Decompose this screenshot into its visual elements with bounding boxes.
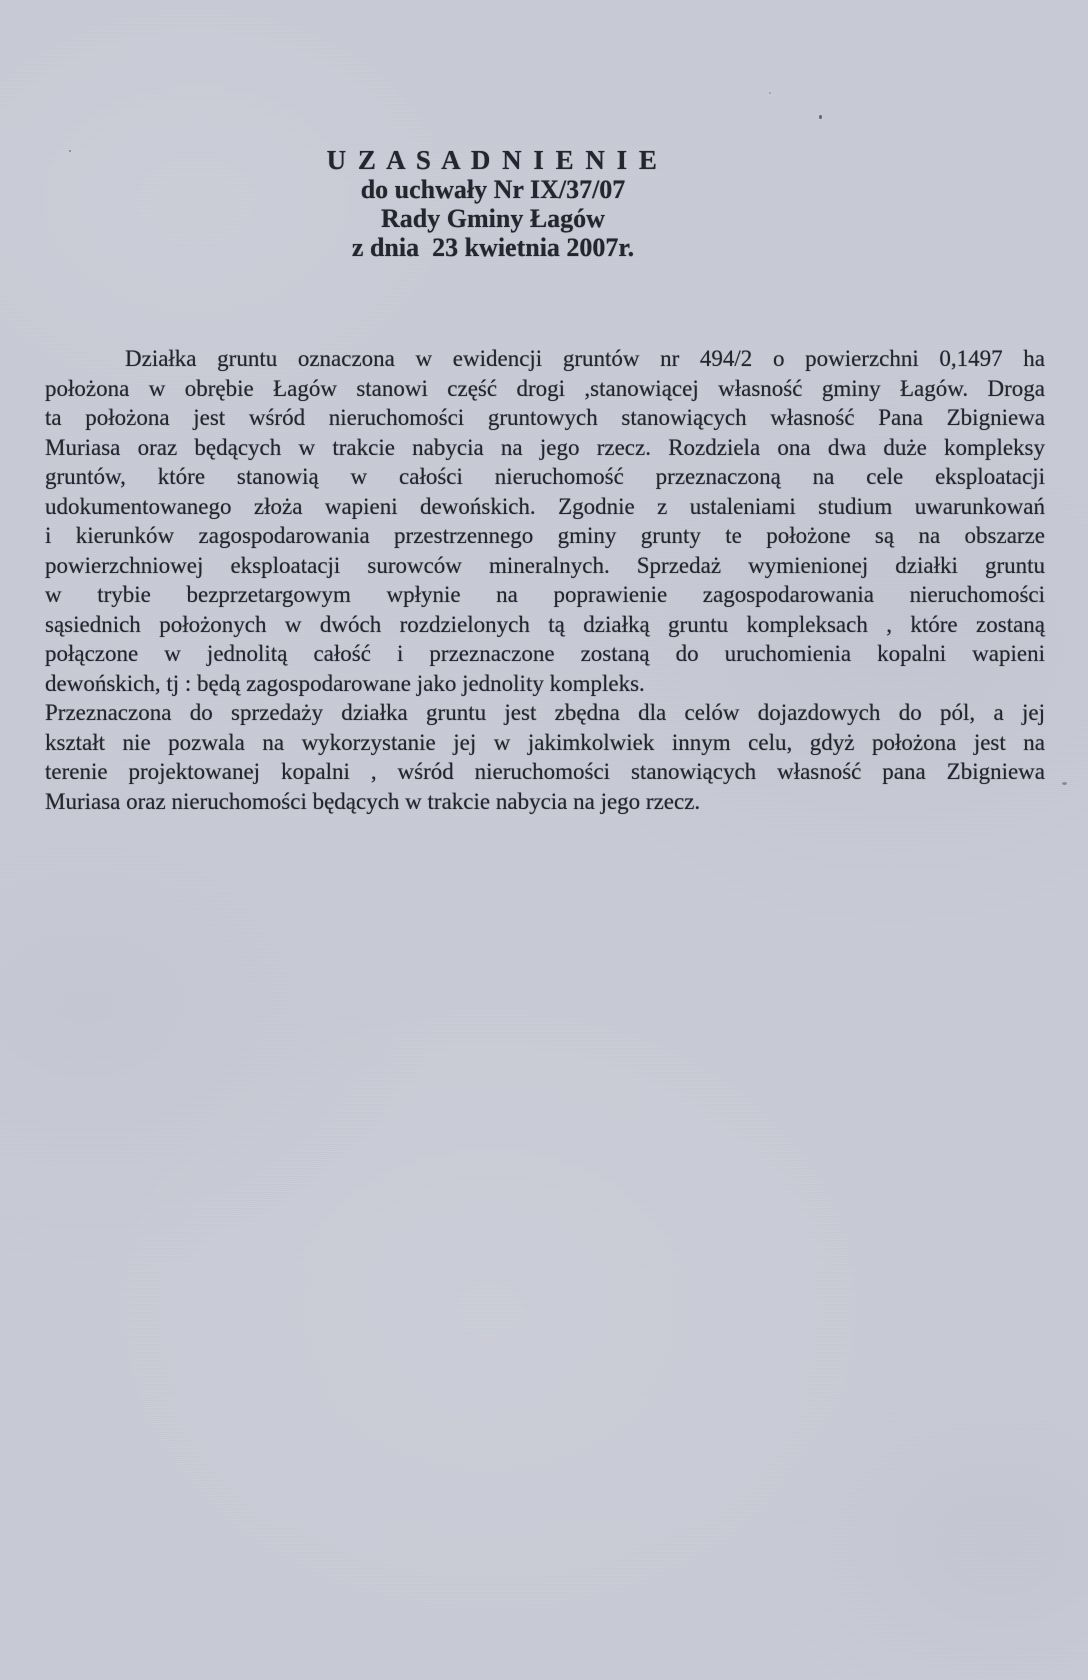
text-line: ta położona jest wśród nieruchomości gruntowych stanowiących własność Pana Zbigniewa [45, 405, 1045, 430]
text-line: kształt nie pozwala na wykorzystanie jej w jakimkolwiek innym celu, gdyż położona jest na [45, 729, 1045, 755]
text-line: i kierunków zagospodarowania przestrzennego gminy grunty te położone są na obszarze [45, 523, 1045, 548]
scan-speck [69, 150, 71, 152]
document-body [45, 344, 1045, 816]
text-line: Działka gruntu oznaczona w ewidencji gruntów nr 494/2 o powierzchni 0,1497 ha [125, 346, 1045, 371]
council-name-line: Rady Gminy Łagów [381, 204, 605, 233]
scan-speck [1062, 782, 1067, 785]
text-line: gruntów, które stanowią w całości nieruchomość przeznaczoną na cele eksploatacji [45, 464, 1045, 489]
text-line: położona w obrębie Łagów stanowi część drogi ,stanowiącej własność gminy Łagów. Droga [45, 375, 1045, 401]
text-line: Przeznaczona do sprzedaży działka gruntu jest zbędna dla celów dojazdowych do pól, a jej [45, 700, 1045, 725]
paragraph [45, 344, 1045, 698]
text-line: sąsiednich położonych w dwóch rozdzielonych tą działką gruntu kompleksach , które zostaną [45, 611, 1045, 637]
text-line: dewońskich, tj : będą zagospodarowane jako jednolity kompleks. [45, 670, 645, 696]
text-line: połączone w jednolitą całość i przeznaczone zostaną do uruchomienia kopalni wapieni [45, 641, 1045, 666]
text-line: w trybie bezprzetargowym wpłynie na poprawienie zagospodarowania nieruchomości [45, 582, 1045, 607]
text-line: udokumentowanego złoża wapieni dewońskich. Zgodnie z ustaleniami studium uwarunkowań [45, 493, 1045, 519]
paragraph [45, 698, 1045, 816]
scan-speck [819, 115, 822, 119]
scan-speck [769, 92, 771, 94]
text-line: Muriasa oraz będących w trakcie nabycia na jego rzecz. Rozdziela ona dwa duże kompleksy [45, 434, 1045, 460]
text-line: Muriasa oraz nieruchomości będących w trakcie nabycia na jego rzecz. [45, 788, 701, 814]
resolution-date-line: z dnia 23 kwietnia 2007r. [351, 233, 635, 262]
text-line: terenie projektowanej kopalni , wśród nieruchomości stanowiących własność pana Zbigniewa [45, 759, 1045, 784]
text-line: powierzchniowej eksploatacji surowców mineralnych. Sprzedaż wymienionej działki gruntu [45, 552, 1045, 578]
resolution-number-line: do uchwały Nr IX/37/07 [360, 175, 626, 204]
document-title: U Z A S A D N I E N I E [326, 145, 660, 175]
document-header [0, 146, 986, 262]
